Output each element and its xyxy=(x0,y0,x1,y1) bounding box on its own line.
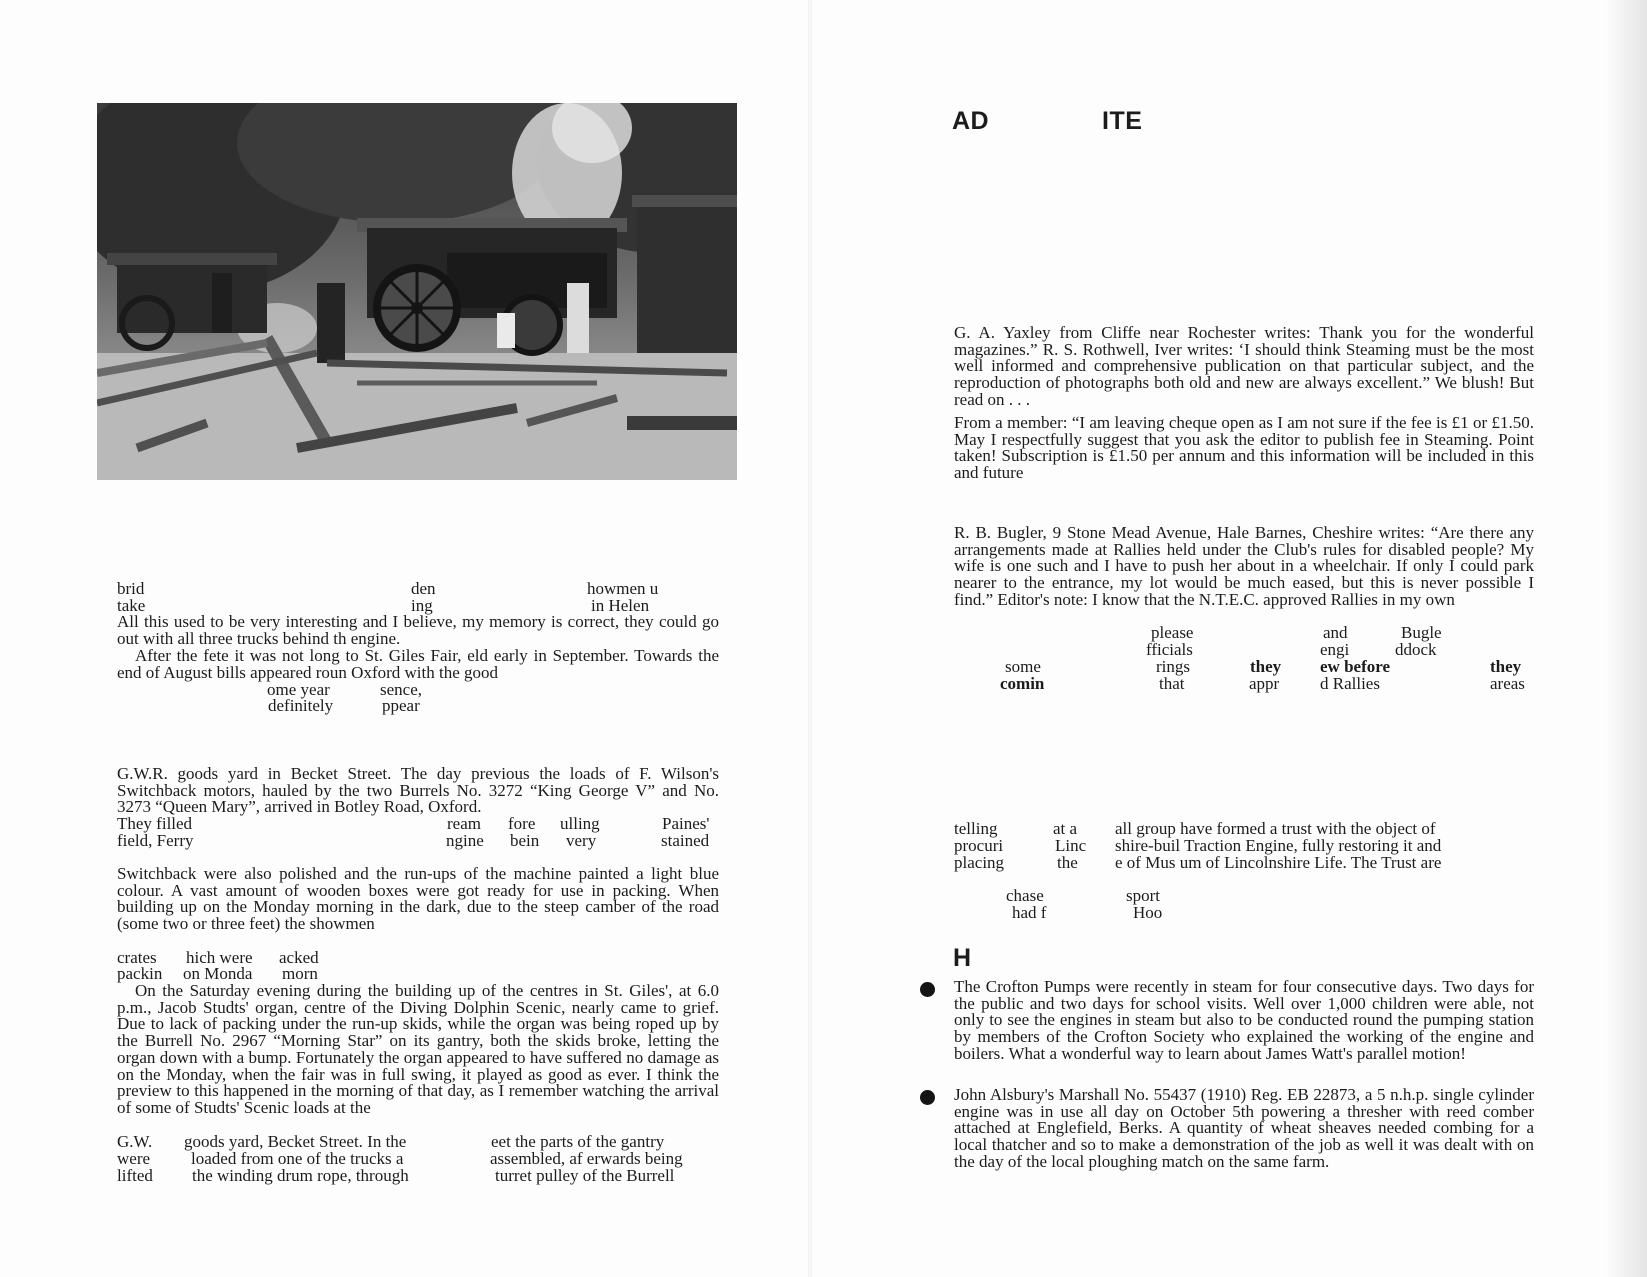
letter-bugler: R. B. Bugler, 9 Stone Mead Avenue, Hale Barnes, Cheshire writes: “Are there any arrangements made at Rallies held under the Club's rules for disabled people? My wife is one such and I have to push her about in a wheelchair. If only I could park nearer to the entrance, my lot would be much eased, but this is never possible I find.” Editor's note: I know that the N.T.E.C. approved Rallies in my own xyxy=(954,523,1534,609)
letter-yaxley-rothwell: G. A. Yaxley from Cliffe near Rochester writes: Thank you for the wonderful magazines.” R. S. Rothwell, Iver writes: ‘I should think Steaming must be the most well informed and comprehensive publication on that particular subject, and the reproduction of photographs both old and new are always excellent.” We blush! But read on . . . xyxy=(954,323,1534,409)
fragment-d-2-col3: morn xyxy=(282,964,318,983)
right-page xyxy=(810,0,1647,1277)
fragment-e-1-col3: eet the parts of the gantry xyxy=(491,1132,665,1151)
fragment-c-2-col4: very xyxy=(566,831,597,850)
fragment-g-1-col3: all group have formed a trust with the object of xyxy=(1115,819,1436,838)
fragment-e-2-col3: assembled, af erwards being xyxy=(490,1149,683,1168)
fragment-f-2-col1: fficials xyxy=(1146,640,1193,659)
left-page xyxy=(0,0,810,1277)
fragment-e-3-col3: turret pulley of the Burrell xyxy=(495,1166,675,1185)
fragment-a-2-col3: in Helen xyxy=(591,596,650,615)
fragment-f-4-col3: appr xyxy=(1249,674,1280,693)
fragment-b-1-col1: ome year xyxy=(267,680,330,699)
fragment-f-4-col4: d Rallies xyxy=(1320,674,1380,693)
fragment-e-2-col2: loaded from one of the trucks a xyxy=(191,1149,404,1168)
fragment-c-2-col1: field, Ferry xyxy=(117,831,194,850)
fragment-f-4-col2: that xyxy=(1159,674,1185,693)
fragment-g-2-col2: Linc xyxy=(1055,836,1087,855)
bullet-alsbury-marshall: John Alsbury's Marshall No. 55437 (1910) Reg. EB 22873, a 5 n.h.p. single cylinder engine was in use all day on October 5th powering a thresher with reed comber attached at Englefield, Berks. A quantity of wheat sheaves needed combing for a local thatcher and so to make a demonstration of the job as well it was dealt with on the day of the local ploughing match on the same farm. xyxy=(954,1085,1534,1171)
bullet-icon xyxy=(920,1090,935,1105)
fragment-c-2-col3: bein xyxy=(510,831,540,850)
heading-fragment-ite: ITE xyxy=(1102,107,1143,135)
photo-graphic xyxy=(97,103,737,480)
fragment-d-1-col3: acked xyxy=(279,948,319,967)
fragment-e-3-col2: the winding drum rope, through xyxy=(192,1166,409,1185)
fragment-a-2-col2: ing xyxy=(411,596,433,615)
fragment-a-2-col1: take xyxy=(117,596,146,615)
fragment-f-3-col5: they xyxy=(1490,657,1522,676)
heading-fragment-h: H xyxy=(953,944,972,972)
fragment-c-2-col5: stained xyxy=(661,831,710,850)
bullet-icon xyxy=(920,982,935,997)
fragment-g-3-col3: e of Mus um of Lincolnshire Life. The Trust are xyxy=(1115,853,1442,872)
fragment-h-1-col2: sport xyxy=(1126,886,1160,905)
fragment-f-3-col3: they xyxy=(1250,657,1282,676)
fragment-f-2-col3: ddock xyxy=(1395,640,1437,659)
fragment-f-1-col1: please xyxy=(1151,623,1194,642)
fragment-f-3-col2: rings xyxy=(1156,657,1190,676)
fragment-b-2-col1: definitely xyxy=(268,696,334,715)
fragment-e-1-col1: G.W. xyxy=(117,1132,153,1151)
fragment-e-1-col2: goods yard, Becket Street. In the xyxy=(184,1132,407,1151)
fragment-b-2-col2: ppear xyxy=(382,696,420,715)
fragment-a-1-col2: den xyxy=(411,579,436,598)
fragment-g-3-col1: placing xyxy=(954,853,1005,872)
fragment-c-1-col2: ream xyxy=(447,814,481,833)
traction-engines-photo xyxy=(97,103,737,480)
fragment-b-1-col2: sence, xyxy=(380,680,423,699)
bullet-crofton-pumps: The Crofton Pumps were recently in steam for four consecutive days. Two days for the public and two days for school visits. Well over 1,000 children were able, not only to see the engines in steam but also to be conducted round the pumping station by members of the Crofton Society who explained the working of the engine and boilers. What a wonderful way to learn about James Watt's parallel motion! xyxy=(954,977,1534,1063)
fragment-g-2-col3: shire-buil Traction Engine, fully restoring it and xyxy=(1115,836,1442,855)
fragment-f-4-col1: comin xyxy=(1000,674,1045,693)
fragment-c-2-col2: ngine xyxy=(446,831,484,850)
heading-fragment-ad: AD xyxy=(952,107,990,135)
fragment-f-3-col1: some xyxy=(1005,657,1041,676)
fragment-g-2-col1: procuri xyxy=(954,836,1004,855)
fragment-a-1-col1: brid xyxy=(117,579,145,598)
fragment-f-4-col5: areas xyxy=(1490,674,1525,693)
fragment-f-1-col2: and xyxy=(1323,623,1348,642)
fragment-d-1-col1: crates xyxy=(117,948,157,967)
fragment-g-3-col2: the xyxy=(1057,853,1078,872)
fragment-e-2-col1: were xyxy=(117,1149,151,1168)
fragment-c-1-col5: Paines' xyxy=(662,814,710,833)
fragment-c-1-col3: fore xyxy=(508,814,536,833)
fragment-c-1-col4: ulling xyxy=(560,814,600,833)
fragment-f-1-col3: Bugle xyxy=(1401,623,1442,642)
fragment-g-1-col2: at a xyxy=(1053,819,1078,838)
fragment-d-1-col2: hich were xyxy=(186,948,253,967)
fragment-h-2-col2: Hoo xyxy=(1133,903,1163,922)
letter-member-fee: From a member: “I am leaving cheque open as I am not sure if the fee is £1 or £1.50. May I respectfully suggest that you ask the editor to publish fee in Steaming. Point taken! Subscription is £1.50 per annum and this information will be included in this and future xyxy=(954,413,1534,483)
fragment-e-3-col1: lifted xyxy=(117,1166,153,1185)
paragraph-organ: On the Saturday evening during the building up of the centres in St. Giles', at 6.0 p.m., Jacob Studts' organ, centre of the Diving Dolphin Scenic, nearly came to grief. Due to lack of packing under the run-up skids, while the organ was being roped up by the Burrell No. 2967 “Morning Star” on its gantry, both the skids broke, letting the organ down with a bump. Fortunately the organ appeared to have suffered no damage as on the Monday, when the fair was in full swing, it played as good as ever. I think the preview to this happened in the morning of that day, as I remember watching the arrival of some of Studts' Scenic loads at the xyxy=(117,981,719,1117)
fragment-d-2-col1: packin xyxy=(117,964,163,983)
fragment-h-1-col1: chase xyxy=(1006,886,1044,905)
fragment-g-1-col1: telling xyxy=(954,819,998,838)
fragment-h-2-col1: had f xyxy=(1012,903,1047,922)
paragraph-goods-yard: G.W.R. goods yard in Becket Street. The day previous the loads of F. Wilson's Switchback motors, hauled by the two Burrels No. 3272 “King George V” and No. 3273 “Queen Mary”, arrived in Botley Road, Oxford. xyxy=(117,764,719,817)
fragment-f-3-col4: ew before xyxy=(1320,657,1391,676)
paragraph-st-giles-fair: After the fete it was not long to St. Giles Fair, eld early in September. Towards the end of August bills appeared roun Oxford with the good xyxy=(117,646,719,682)
fragment-f-2-col2: engi xyxy=(1320,640,1350,659)
fragment-d-2-col2: on Monda xyxy=(183,964,253,983)
fragment-c-1-col1: They filled xyxy=(117,814,193,833)
fragment-a-1-col3: howmen u xyxy=(587,579,659,598)
paragraph-trucks: All this used to be very interesting and I believe, my memory is correct, they could go out with all three trucks behind th engine. xyxy=(117,612,719,648)
paragraph-switchback: Switchback were also polished and the run-ups of the machine painted a light blue colour. A vast amount of wooden boxes were got ready for use in packing. When building up on the Monday morning in the dark, due to the steep camber of the road (some two or three feet) the showmen xyxy=(117,864,719,934)
